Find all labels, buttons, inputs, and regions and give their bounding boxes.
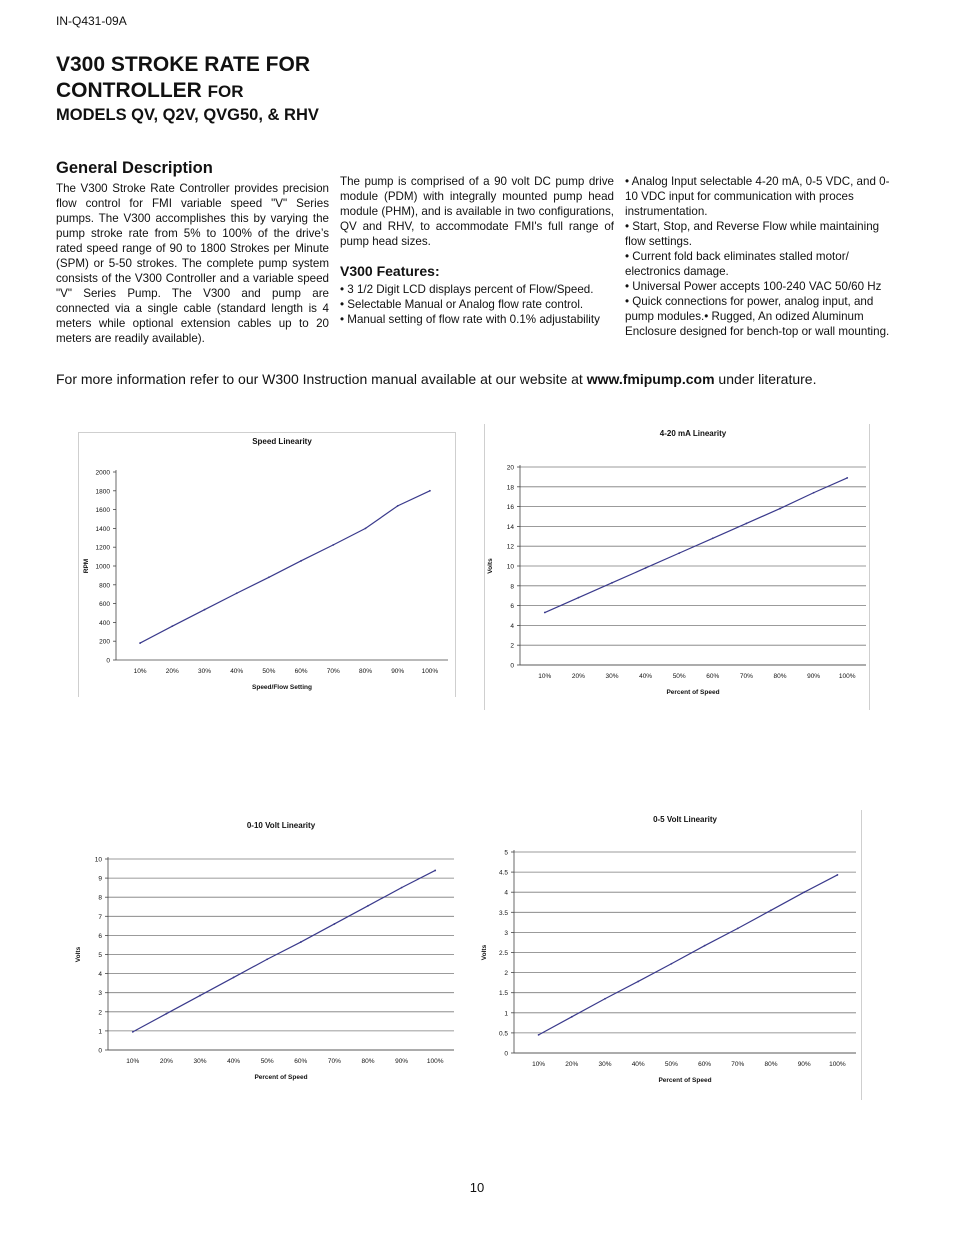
- chart-data-point: [132, 1031, 134, 1033]
- chart-y-tick-label: 1200: [95, 544, 110, 552]
- chart-x-tick-label: 10%: [126, 1058, 140, 1065]
- chart-y-tick-label: 2: [98, 1009, 102, 1017]
- chart-data-point: [712, 537, 714, 539]
- chart-y-tick-label: 20: [506, 464, 514, 472]
- chart-title: 4-20 mA Linearity: [659, 429, 727, 438]
- chart-data-point: [746, 523, 748, 525]
- title-line-2-small: FOR: [207, 82, 244, 101]
- feature-item: • Quick connections for power, analog input, and pump modules.• Rugged, An odized Aluminum Enclosure designed for bench-top or wall mounting.: [625, 295, 890, 338]
- chart-x-tick-label: 50%: [664, 1061, 678, 1068]
- chart-y-tick-label: 0: [504, 1050, 508, 1058]
- chart-y-tick-label: 0: [98, 1047, 102, 1055]
- chart-data-point: [434, 870, 436, 872]
- chart-x-tick-label: 80%: [773, 673, 787, 680]
- chart-series-line: [140, 491, 430, 643]
- general-description-column: [56, 158, 329, 346]
- chart-y-axis-label: Volts: [75, 946, 82, 963]
- chart-x-tick-label: 60%: [698, 1061, 712, 1068]
- mA-linearity-chart: [484, 424, 870, 710]
- chart-data-point: [171, 625, 173, 627]
- chart-x-tick-label: 40%: [639, 673, 653, 680]
- feature-item: • Universal Power accepts 100-240 VAC 50/60 Hz: [625, 280, 882, 293]
- page-number: 10: [469, 1180, 485, 1195]
- chart-x-tick-label: 100%: [829, 1061, 846, 1068]
- chart-data-point: [578, 597, 580, 599]
- chart-title: 0-10 Volt Linearity: [246, 821, 316, 830]
- chart-data-point: [166, 1013, 168, 1015]
- chart-y-tick-label: 4.5: [498, 869, 508, 877]
- chart-y-tick-label: 12: [506, 543, 514, 551]
- chart-y-tick-label: 5: [98, 952, 102, 959]
- feature-item: • Current fold back eliminates stalled motor/ electronics damage.: [625, 250, 849, 278]
- chart-data-point: [204, 609, 206, 611]
- chart-y-tick-label: 0: [106, 657, 110, 665]
- chart-x-tick-label: 10%: [532, 1061, 546, 1068]
- chart-data-point: [401, 887, 403, 889]
- chart-y-tick-label: 1.5: [498, 990, 508, 998]
- chart-y-tick-label: 4: [510, 622, 514, 630]
- page-title: [56, 52, 310, 105]
- chart-x-tick-label: 50%: [260, 1058, 274, 1065]
- chart-y-tick-label: 10: [94, 856, 102, 864]
- chart-data-point: [671, 963, 673, 965]
- chart-x-axis-label: Percent of Speed: [254, 1074, 308, 1081]
- chart-data-point: [837, 874, 839, 876]
- chart-data-point: [365, 528, 367, 530]
- features-list-a: [340, 282, 614, 327]
- chart-x-tick-label: 10%: [133, 668, 147, 675]
- chart-title: Speed Linearity: [252, 437, 312, 446]
- chart-x-tick-label: 60%: [294, 1058, 308, 1065]
- chart-data-point: [233, 977, 235, 979]
- document-id: IN-Q431-09A: [56, 14, 127, 28]
- chart-y-tick-label: 10: [506, 563, 514, 571]
- chart-x-tick-label: 30%: [197, 668, 212, 675]
- chart-data-point: [604, 998, 606, 1000]
- chart-x-tick-label: 90%: [807, 673, 821, 680]
- chart-data-point: [139, 642, 141, 644]
- more-info-line: [56, 371, 816, 387]
- chart-x-tick-label: 40%: [631, 1061, 645, 1068]
- chart-x-tick-label: 80%: [764, 1061, 778, 1068]
- chart-x-tick-label: 60%: [706, 673, 720, 680]
- chart-y-axis-label: Volts: [481, 944, 488, 961]
- chart-data-point: [737, 927, 739, 929]
- chart-y-tick-label: 3: [98, 990, 102, 998]
- more-info-suffix: under literature.: [714, 371, 817, 387]
- speed-linearity-chart: [78, 432, 456, 697]
- chart-data-point: [571, 1016, 573, 1018]
- chart-y-tick-label: 400: [99, 619, 110, 627]
- chart-y-tick-label: 1000: [95, 563, 110, 571]
- chart-x-tick-label: 100%: [421, 668, 439, 675]
- chart-x-tick-label: 20%: [159, 1058, 173, 1065]
- chart-data-point: [704, 945, 706, 947]
- chart-y-tick-label: 4: [504, 889, 508, 897]
- chart-x-tick-label: 70%: [739, 673, 753, 680]
- features-column-2: [625, 174, 899, 339]
- more-info-prefix: For more information refer to our W300 Instruction manual available at our website at: [56, 371, 587, 387]
- chart-x-tick-label: 80%: [361, 1058, 375, 1065]
- feature-item: • Analog Input selectable 4-20 mA, 0-5 VDC, and 0-10 VDC input for communication with proces instrumentation.: [625, 175, 890, 218]
- chart-data-point: [803, 891, 805, 893]
- chart-y-tick-label: 600: [99, 601, 110, 609]
- chart-y-tick-label: 5: [504, 849, 508, 857]
- chart-data-point: [397, 505, 399, 507]
- chart-data-point: [846, 477, 848, 479]
- feature-item: • Start, Stop, and Reverse Flow while maintaining flow settings.: [625, 220, 880, 248]
- chart-y-tick-label: 1: [504, 1010, 508, 1018]
- chart-y-tick-label: 800: [99, 582, 110, 590]
- chart-y-tick-label: 4: [98, 971, 102, 979]
- chart-x-tick-label: 70%: [326, 668, 340, 675]
- chart-data-point: [236, 592, 238, 594]
- chart-x-axis-label: Speed/Flow Setting: [252, 684, 312, 691]
- chart-y-tick-label: 6: [98, 932, 102, 940]
- chart-x-axis-label: Percent of Speed: [666, 689, 720, 696]
- chart-data-point: [637, 981, 639, 983]
- chart-data-point: [367, 905, 369, 907]
- chart-x-tick-label: 60%: [294, 668, 308, 675]
- chart-y-tick-label: 8: [510, 583, 514, 591]
- chart-data-point: [645, 567, 647, 569]
- chart-x-tick-label: 50%: [262, 668, 276, 675]
- chart-x-tick-label: 70%: [327, 1058, 341, 1065]
- chart-y-tick-label: 200: [99, 638, 110, 646]
- five-volt-linearity-chart: [478, 810, 862, 1100]
- chart-y-tick-label: 2: [504, 970, 508, 978]
- chart-y-tick-label: 0.5: [498, 1030, 508, 1038]
- chart-y-tick-label: 0: [510, 662, 514, 670]
- chart-data-point: [779, 508, 781, 510]
- chart-data-point: [611, 582, 613, 584]
- chart-y-tick-label: 14: [506, 523, 514, 531]
- chart-x-tick-label: 90%: [797, 1061, 811, 1068]
- chart-y-tick-label: 1600: [95, 507, 110, 515]
- chart-series-line: [133, 870, 435, 1031]
- feature-item: • Manual setting of flow rate with 0.1% adjustability: [340, 313, 600, 326]
- chart-y-tick-label: 3.5: [498, 909, 508, 917]
- chart-x-tick-label: 20%: [165, 668, 179, 675]
- chart-title: 0-5 Volt Linearity: [653, 815, 717, 824]
- chart-y-tick-label: 2000: [95, 469, 110, 477]
- chart-y-tick-label: 8: [98, 894, 102, 902]
- feature-item: • Selectable Manual or Analog flow rate control.: [340, 298, 584, 311]
- features-heading: V300 Features:: [340, 263, 440, 279]
- chart-x-tick-label: 30%: [598, 1061, 612, 1068]
- chart-y-tick-label: 2.5: [498, 950, 508, 957]
- chart-y-tick-label: 6: [510, 603, 514, 611]
- models-subtitle: MODELS QV, Q2V, QVG50, & RHV: [56, 106, 319, 124]
- pump-description-text: The pump is comprised of a 90 volt DC pump drive module (PDM) with integrally mounted pump head module (PHM), and is available in two configurations, QV and RHV, to accommodate FMI's full range of pump head sizes.: [340, 175, 614, 248]
- chart-y-tick-label: 16: [506, 504, 514, 512]
- chart-x-tick-label: 80%: [358, 668, 373, 675]
- chart-data-point: [334, 923, 336, 925]
- chart-data-point: [300, 560, 302, 562]
- chart-x-tick-label: 40%: [227, 1058, 241, 1065]
- general-description-heading: General Description: [56, 159, 213, 177]
- chart-x-tick-label: 100%: [426, 1058, 444, 1065]
- chart-x-tick-label: 90%: [395, 1058, 409, 1065]
- title-line-2: [56, 78, 310, 105]
- chart-x-tick-label: 100%: [838, 673, 856, 680]
- website-link[interactable]: www.fmipump.com: [586, 371, 715, 387]
- chart-x-tick-label: 50%: [672, 673, 686, 680]
- chart-y-tick-label: 2: [510, 642, 514, 650]
- chart-data-point: [199, 995, 201, 997]
- title-line-1: V300 STROKE RATE FOR: [56, 53, 310, 76]
- chart-y-tick-label: 7: [98, 913, 102, 921]
- chart-data-point: [268, 576, 270, 578]
- chart-series-line: [545, 478, 847, 613]
- ten-volt-linearity-chart: [75, 812, 458, 1087]
- general-description-body: The V300 Stroke Rate Controller provides precision flow control for FMI variable speed "V" Series pumps. The V300 accomplishes this by varying the pump stroke rate from 5% to 100% of the drive’s rated speed range of 90 to 1800 Strokes per Minute (SPM) or 5-50 strokes. The complete pump system consists of the V300 Controller and a variable speed "V" Series Pump. The V300 and pump are connected via a single cable (standard length is 4 meters while optional extension cables up to 20 meters are readily available).: [56, 182, 329, 345]
- chart-data-point: [544, 612, 546, 614]
- chart-data-point: [429, 490, 431, 492]
- chart-y-tick-label: 1: [98, 1028, 102, 1036]
- chart-y-axis-label: Volts: [487, 558, 494, 574]
- chart-data-point: [770, 909, 772, 911]
- chart-x-tick-label: 90%: [391, 668, 405, 675]
- pump-features-column: [340, 174, 614, 327]
- chart-x-tick-label: 20%: [565, 1061, 579, 1068]
- chart-data-point: [300, 941, 302, 943]
- chart-x-tick-label: 70%: [731, 1061, 745, 1068]
- chart-data-point: [678, 552, 680, 554]
- feature-item: • 3 1/2 Digit LCD displays percent of Flow/Speed.: [340, 283, 594, 296]
- chart-x-tick-label: 30%: [193, 1058, 207, 1065]
- chart-y-axis-label: RPM: [83, 558, 90, 574]
- chart-x-tick-label: 20%: [571, 673, 585, 680]
- chart-data-point: [813, 492, 815, 494]
- chart-x-tick-label: 40%: [230, 668, 244, 675]
- chart-data-point: [332, 544, 334, 546]
- chart-y-tick-label: 9: [98, 875, 102, 883]
- chart-x-axis-label: Percent of Speed: [658, 1077, 712, 1084]
- chart-y-tick-label: 1800: [95, 488, 110, 496]
- chart-x-tick-label: 10%: [538, 673, 552, 680]
- chart-data-point: [266, 958, 268, 960]
- title-line-2-main: CONTROLLER: [56, 79, 202, 102]
- chart-y-tick-label: 18: [506, 484, 514, 492]
- chart-series-line: [539, 875, 838, 1035]
- chart-y-tick-label: 1400: [95, 525, 110, 533]
- chart-y-tick-label: 3: [504, 929, 508, 937]
- chart-data-point: [538, 1034, 540, 1036]
- chart-x-tick-label: 30%: [605, 673, 619, 680]
